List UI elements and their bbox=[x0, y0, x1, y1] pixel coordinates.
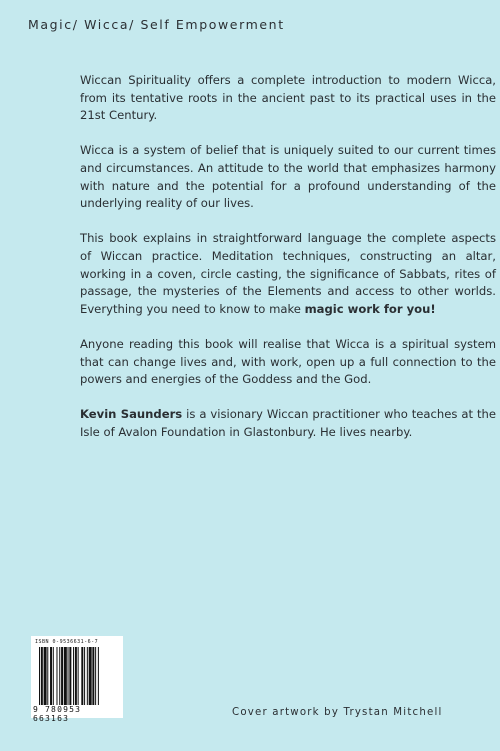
barcode-bar bbox=[50, 647, 52, 705]
barcode-bar bbox=[47, 647, 48, 705]
author-name: Kevin Saunders bbox=[80, 407, 183, 422]
barcode-bar bbox=[44, 647, 47, 705]
barcode-bar bbox=[75, 647, 77, 705]
barcode-bar bbox=[69, 647, 71, 705]
barcode-bar bbox=[81, 647, 83, 705]
barcode bbox=[31, 636, 123, 723]
blurb-paragraph-4: Anyone reading this book will realise that Wicca is a spiritual system that can change lives and, with work, open up a full connection to the powers and energies of the Goddess and the God. bbox=[80, 336, 496, 387]
barcode-bar bbox=[68, 647, 69, 705]
barcode-bar bbox=[89, 647, 92, 705]
blurb-paragraph-2: Wicca is a system of belief that is uniquely suited to our current times and circumstances. An attitude to the world that emphasizes harmony with nature and the potential for a profound understanding of the underlying reality of our lives. bbox=[80, 143, 496, 211]
back-cover-blurb bbox=[80, 72, 496, 459]
blurb-paragraph-1: Wiccan Spirituality offers a complete introduction to modern Wicca, from its tentative roots in the ancient past to its practical uses in the 21st Century. bbox=[80, 73, 496, 123]
barcode-bar bbox=[41, 647, 43, 705]
barcode-number: 9 780953 663163 bbox=[33, 705, 82, 723]
blurb-paragraph-3-emphasis: magic work for you! bbox=[304, 301, 436, 316]
barcode-bars bbox=[39, 647, 119, 705]
barcode-bar bbox=[87, 647, 88, 705]
isbn-label: ISBN 0-9536631-6-7 bbox=[35, 639, 99, 645]
barcode-bar bbox=[61, 647, 63, 705]
barcode-bar bbox=[95, 647, 96, 705]
cover-credit: Cover artwork by Trystan Mitchell bbox=[232, 707, 443, 718]
barcode-bar bbox=[39, 647, 40, 705]
barcode-bar bbox=[84, 647, 85, 705]
blurb-paragraph-3-text: This book explains in straightforward language the complete aspects of Wiccan practice. Meditation techniques, constructing an altar, working in a coven, circle casting, the significance of Sabbats, rites of passage, the mysteries of the Elements and access to other worlds. Everything you need to know to make bbox=[80, 231, 496, 316]
barcode-bar bbox=[78, 647, 79, 705]
barcode-bar bbox=[59, 647, 60, 705]
author-paragraph bbox=[80, 406, 496, 441]
barcode-bar bbox=[98, 647, 99, 705]
barcode-bar bbox=[73, 647, 74, 705]
barcode-bar bbox=[64, 647, 67, 705]
barcode-bar bbox=[92, 647, 94, 705]
barcode-bar bbox=[53, 647, 54, 705]
author-bio: is a visionary Wiccan practitioner who teaches at the Isle of Avalon Foundation in Glastonbury. He lives nearby. bbox=[80, 407, 496, 439]
category-label: Magic/ Wicca/ Self Empowerment bbox=[28, 17, 285, 32]
barcode-bar bbox=[56, 647, 57, 705]
blurb-paragraph-3 bbox=[80, 230, 496, 318]
